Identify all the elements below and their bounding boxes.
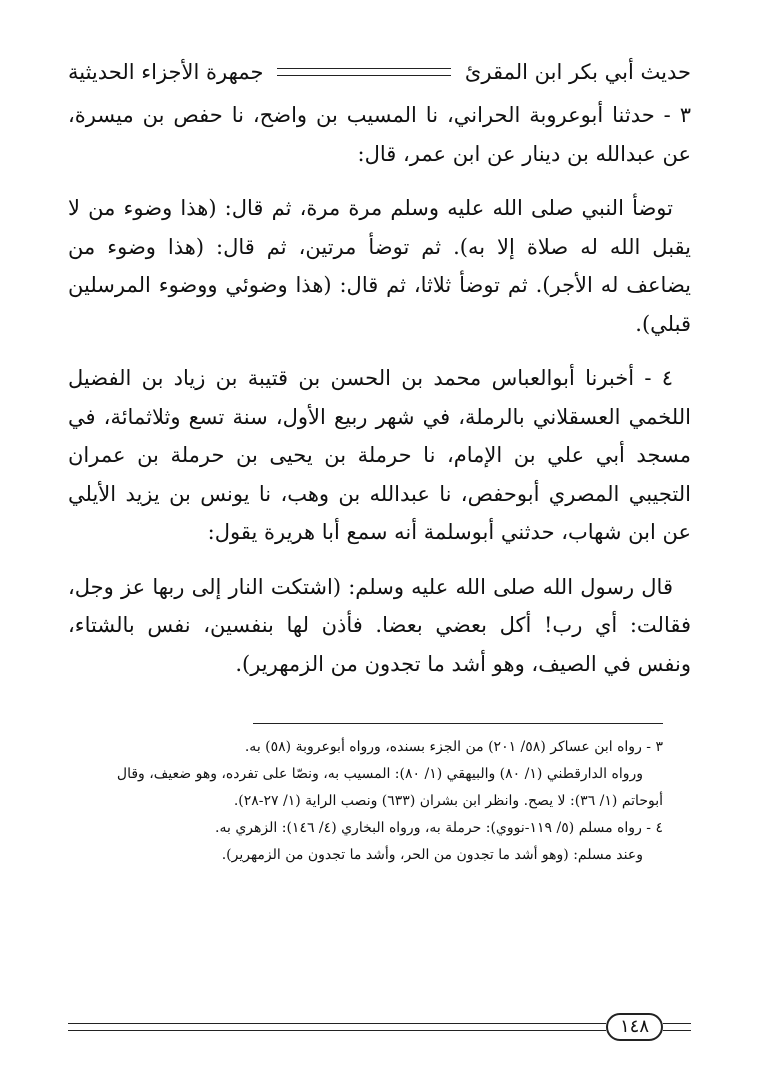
header-book-title: حديث أبي بكر ابن المقرئ bbox=[464, 60, 691, 84]
footnote-4-continued: وعند مسلم: (وهو أشد ما تجدون من الحر، وأشد ما تجدون من الزمهرير). bbox=[221, 847, 643, 863]
main-text bbox=[68, 96, 691, 699]
footer-rule-left bbox=[68, 1023, 606, 1031]
header-rule bbox=[277, 68, 451, 76]
page-number: ١٤٨ bbox=[606, 1013, 663, 1041]
footnotes bbox=[90, 734, 663, 869]
hadith-4-matn: قال رسول الله صلى الله عليه وسلم: (اشتكت النار إلى ربها عز وجل، فقالت: أي رب! أكل بعضي بعضا. فأذن لها بنفسين، نفس بالشتاء، ونفس في الصيف، وهو أشد ما تجدون من الزمهرير). bbox=[68, 574, 691, 676]
footnote-4: ٤ - رواه مسلم (٥/ ١١٩-نووي): حرملة به، ورواه البخاري (٤/ ١٤٦): الزهري به. bbox=[215, 820, 663, 836]
header-collection-title: جمهرة الأجزاء الحديثية bbox=[68, 60, 264, 84]
hadith-3-matn: توضأ النبي صلى الله عليه وسلم مرة مرة، ثم قال: (هذا وضوء من لا يقبل الله له صلاة إلا به). ثم توضأ مرتين، ثم قال: (هذا وضوء من يضاعف له الأجر). ثم توضأ ثلاثا، ثم قال: (هذا وضوئي ووضوء المرسلين قبلي). bbox=[68, 196, 691, 336]
page-footer bbox=[68, 1010, 691, 1044]
footer-rule-right bbox=[663, 1023, 691, 1031]
footnote-separator bbox=[253, 723, 663, 724]
hadith-4-isnad: ٤ - أخبرنا أبوالعباس محمد بن الحسن بن قتيبة بن زياد بن الفضيل اللخمي العسقلاني بالرملة، في شهر ربيع الأول، سنة تسع وثلاثمائة، في مسجد أبي علي بن الإمام، نا حرملة بن يحيى بن حرملة بن عمران التجيبي المصري أبوحفص، نا عبدالله بن وهب، نا يونس بن يزيد الأيلي عن ابن شهاب، حدثني أبوسلمة أنه سمع أبا هريرة يقول: bbox=[68, 366, 691, 544]
hadith-3-isnad: ٣ - حدثنا أبوعروبة الحراني، نا المسيب بن واضح، نا حفص بن ميسرة، عن عبدالله بن دينار عن ابن عمر، قال: bbox=[68, 103, 691, 166]
running-header bbox=[68, 52, 691, 92]
footnote-3-continued: ورواه الدارقطني (١/ ٨٠) والبيهقي (١/ ٨٠): المسيب به، ونصّا على تفرده، وهو ضعيف، وقال أبوحاتم (١/ ٣٦): لا يصح. وانظر ابن بشران (٦٣٣) ونصب الراية (١/ ٢٧-٢٨). bbox=[116, 766, 663, 809]
footnote-3: ٣ - رواه ابن عساكر (٥٨/ ٢٠١) من الجزء بسنده، ورواه أبوعروبة (٥٨) به. bbox=[244, 739, 663, 755]
